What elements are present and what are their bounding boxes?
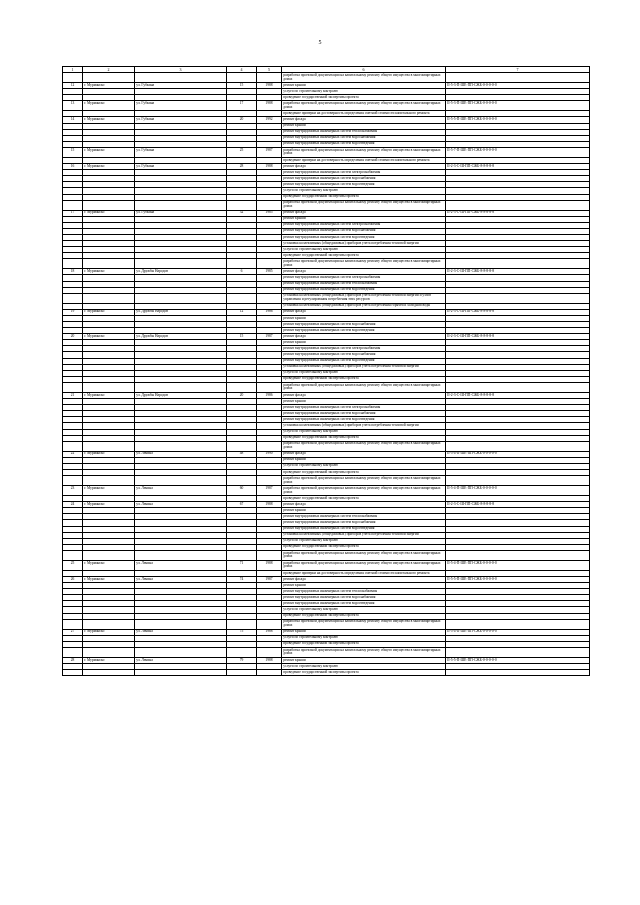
work-type-cell: разработка проектной документации на капитальному ремонту общего имущества в многоквартирных домах — [282, 560, 446, 570]
work-type-cell: проведение проверки на достоверность определения сметной стоимости капитального ремонта — [282, 111, 446, 117]
street-cell: ул. Дружбы Народов — [135, 334, 227, 340]
work-type-cell: разработка проектной документации на капитальному ремонту общего имущества в многоквартирных домах — [282, 101, 446, 111]
work-type-cell: ремонт внутридомовых инженерных систем водоснабжения — [282, 411, 446, 417]
year-cell — [257, 382, 282, 392]
street-cell: ул. Дружбы Народов — [135, 269, 227, 275]
street-cell: ул. Ленина — [135, 577, 227, 583]
row-number: 22 — [63, 451, 83, 457]
street-cell: ул. Ленина — [135, 560, 227, 570]
row-number — [63, 647, 83, 657]
year-cell: 1988 — [257, 101, 282, 111]
code-cell: II-2-3-С-Ш-ПП-СЖБ-8-8-8-8-8 — [446, 164, 590, 170]
street-cell: ул. Ленина — [135, 657, 227, 663]
table-row — [63, 147, 590, 157]
year-cell — [257, 441, 282, 451]
street-cell: ул. Ленина — [135, 451, 227, 457]
column-header: 2 — [83, 67, 135, 73]
work-type-cell: ремонт внутридомовых инженерных систем водоснабжения — [282, 595, 446, 601]
city-cell: г. Мурманско — [83, 392, 135, 398]
work-type-cell: ремонт внутридомовых инженерных систем водоотведения — [282, 234, 446, 240]
house-number-cell: 75 — [227, 629, 257, 635]
code-cell — [446, 441, 590, 451]
year-cell — [257, 647, 282, 657]
row-number — [63, 259, 83, 269]
city-cell: г. Мурманско — [83, 657, 135, 663]
work-type-cell: услуги по строительному контролю — [282, 247, 446, 253]
house-number-cell — [227, 73, 257, 83]
work-type-cell: ремонт крыши — [282, 83, 446, 89]
work-type-cell: проведение проверки на достоверность определения сметной стоимости капитального ремонта — [282, 570, 446, 576]
row-number — [63, 200, 83, 210]
year-cell — [257, 619, 282, 629]
work-type-cell: ремонт внутридомовых инженерных систем теплоснабжения — [282, 129, 446, 135]
street-cell: ул. Губкина — [135, 117, 227, 123]
work-type-cell: установка коллективных (общедомовых) приборов учета потребления тепловой энергии — [282, 423, 446, 429]
year-cell: 1987 — [257, 577, 282, 583]
work-type-cell: ремонт внутридомовых инженерных систем водоотведения — [282, 358, 446, 364]
work-type-cell: ремонт фасада — [282, 309, 446, 315]
house-number-cell — [227, 259, 257, 269]
work-type-cell: услуги по строительному контролю — [282, 429, 446, 435]
code-cell — [446, 647, 590, 657]
city-cell: г. Мурманско — [83, 560, 135, 570]
work-type-cell: разработка проектной документации на капитальному ремонту общего имущества в многоквартирных домах — [282, 259, 446, 269]
work-type-cell: разработка проектной документации на капитальному ремонту общего имущества в многоквартирных домах — [282, 476, 446, 486]
city-cell — [83, 550, 135, 560]
city-cell — [83, 647, 135, 657]
table-row — [63, 619, 590, 629]
city-cell: г. Мурманско — [83, 83, 135, 89]
year-cell: 1992 — [257, 117, 282, 123]
year-cell — [257, 259, 282, 269]
year-cell: 1988 — [257, 83, 282, 89]
city-cell: г. Мурманско — [83, 269, 135, 275]
code-cell — [446, 259, 590, 269]
work-type-cell: разработка проектной документации на капитальному ремонту общего имущества в многоквартирных домах — [282, 73, 446, 83]
row-number — [63, 382, 83, 392]
work-type-cell: ремонт внутридомовых инженерных систем водоснабжения — [282, 135, 446, 141]
work-type-cell: проведение государственной экспертизы проекта — [282, 469, 446, 475]
row-number: 15 — [63, 147, 83, 157]
work-type-cell: проведение государственной экспертизы проекта — [282, 376, 446, 382]
table-row — [63, 550, 590, 560]
year-cell — [257, 476, 282, 486]
table-row — [63, 293, 590, 303]
city-cell: г. Мурманско — [83, 210, 135, 216]
street-cell — [135, 647, 227, 657]
street-cell — [135, 200, 227, 210]
work-type-cell: ремонт внутридомовых инженерных систем электроснабжения — [282, 275, 446, 281]
street-cell — [135, 441, 227, 451]
row-number: 23 — [63, 486, 83, 496]
year-cell: 1988 — [257, 502, 282, 508]
work-type-cell: установка коллективных (общедомовых) приборов учета потребления тепловой энергии — [282, 364, 446, 370]
house-number-cell: 74 — [227, 577, 257, 583]
work-type-cell: разработка проектной документации на капитальному ремонту общего имущества в многоквартирных домах — [282, 647, 446, 657]
work-type-cell: проведение проверки на достоверность определения сметной стоимости капитального ремонта — [282, 157, 446, 163]
city-cell — [83, 670, 135, 676]
table-row — [63, 441, 590, 451]
work-type-cell: ремонт внутридомовых инженерных систем электроснабжения — [282, 346, 446, 352]
city-cell: г. Мурманско — [83, 147, 135, 157]
house-number-cell — [227, 550, 257, 560]
work-type-cell: проведение государственной экспертизы проекта — [282, 435, 446, 441]
work-type-cell: услуги по строительному контролю — [282, 370, 446, 376]
year-cell: 1988 — [257, 164, 282, 170]
code-cell — [446, 382, 590, 392]
row-number: 28 — [63, 657, 83, 663]
code-cell: II-5-4-П-ШЕ-ПП-СЖБ-0-0-0-0-0 — [446, 629, 590, 635]
column-header: 4 — [227, 67, 257, 73]
work-type-cell: ремонт фасада — [282, 210, 446, 216]
house-number-cell: 20 — [227, 392, 257, 398]
work-type-cell: ремонт внутридомовых инженерных систем водоснабжения — [282, 228, 446, 234]
work-type-cell: ремонт внутридомовых инженерных систем электроснабжения — [282, 222, 446, 228]
code-cell: II-5-5-П-ШЕ-ПП-СЖБ-0-0-0-0-0 — [446, 117, 590, 123]
street-cell — [135, 550, 227, 560]
code-cell — [446, 476, 590, 486]
city-cell — [83, 382, 135, 392]
table-body — [63, 67, 590, 676]
code-cell: II-5-5-П-ШЕ-ПП-СЖБ-0-0-0-0-0 — [446, 657, 590, 663]
work-type-cell: услуги по строительному контролю — [282, 188, 446, 194]
work-type-cell: ремонт фасада — [282, 392, 446, 398]
work-type-cell: ремонт крыши — [282, 216, 446, 222]
code-cell: II-2-3-С-Ш-ПП-СЖБ-8-8-8-8-8 — [446, 210, 590, 216]
work-type-cell: ремонт крыши — [282, 123, 446, 129]
house-number-cell: 71 — [227, 560, 257, 570]
street-cell — [135, 293, 227, 303]
city-cell: г. Мурманско — [83, 334, 135, 340]
table-row — [63, 200, 590, 210]
house-number-cell — [227, 293, 257, 303]
work-type-cell: проведение государственной экспертизы проекта — [282, 194, 446, 200]
row-number — [63, 476, 83, 486]
year-cell: 1988 — [257, 629, 282, 635]
row-number: 17 — [63, 210, 83, 216]
year-cell: 1987 — [257, 147, 282, 157]
street-cell: ул. Губкина — [135, 83, 227, 89]
work-type-cell: проведение государственной экспертизы проекта — [282, 613, 446, 619]
table-row — [63, 647, 590, 657]
house-number-cell: 32 — [227, 210, 257, 216]
row-number: 27 — [63, 629, 83, 635]
code-cell — [446, 550, 590, 560]
city-cell — [83, 476, 135, 486]
work-type-cell: ремонт фасада — [282, 451, 446, 457]
city-cell: г. Мурманско — [83, 502, 135, 508]
year-cell: 1985 — [257, 210, 282, 216]
work-type-cell: разработка проектной документации на капитальному ремонту общего имущества в многоквартирных домах — [282, 619, 446, 629]
code-cell: II-5-4-П-ШЕ-ПП-СЖБ-0-0-0-0-0 — [446, 486, 590, 496]
city-cell — [83, 200, 135, 210]
city-cell: г. Мурманско — [83, 486, 135, 496]
work-type-cell: ремонт внутридомовых инженерных систем водоотведения — [282, 182, 446, 188]
table-row — [63, 670, 590, 676]
work-type-cell: ремонт внутридомовых инженерных систем водоотведения — [282, 417, 446, 423]
code-cell — [446, 293, 590, 303]
work-type-cell: ремонт внутридомовых инженерных систем теплоснабжения — [282, 589, 446, 595]
house-number-cell: 15 — [227, 83, 257, 89]
house-number-cell: 79 — [227, 657, 257, 663]
street-cell: ул. Губкина — [135, 147, 227, 157]
house-number-cell — [227, 200, 257, 210]
year-cell: 1985 — [257, 269, 282, 275]
work-type-cell: ремонт внутридомовых инженерных систем водоснабжения — [282, 520, 446, 526]
code-cell: II-5-4-П-ШЕ-ПП-СЖБ-0-0-0-0-0 — [446, 560, 590, 570]
work-type-cell: разработка проектной документации на капитальному ремонту общего имущества в многоквартирных домах — [282, 200, 446, 210]
row-number — [63, 550, 83, 560]
row-number: 20 — [63, 334, 83, 340]
code-cell: II-2-3-С-Ш-ПП-СЖБ-8-8-8-8-8 — [446, 309, 590, 315]
table-row — [63, 486, 590, 496]
code-cell — [446, 619, 590, 629]
year-cell — [257, 200, 282, 210]
street-cell: ул. Ленина — [135, 486, 227, 496]
code-cell: II-2-3-С-Ш-ПП-СЖБ-8-8-8-8-8 — [446, 334, 590, 340]
code-cell: II-2-3-С-Ш-ПП-СЖБ-8-8-8-8-8 — [446, 269, 590, 275]
work-type-cell: проведение государственной экспертизы проекта — [282, 670, 446, 676]
work-type-cell: ремонт фасада — [282, 502, 446, 508]
work-type-cell: проведение государственной экспертизы проекта — [282, 544, 446, 550]
table-row — [63, 382, 590, 392]
city-cell — [83, 293, 135, 303]
city-cell: г. Мурманско — [83, 164, 135, 170]
house-number-cell: 17 — [227, 101, 257, 111]
work-type-cell: ремонт фасада — [282, 577, 446, 583]
street-cell: ул. Ленина — [135, 629, 227, 635]
house-number-cell: 28 — [227, 164, 257, 170]
row-number: 16 — [63, 164, 83, 170]
row-number: 26 — [63, 577, 83, 583]
work-type-cell: ремонт внутридомовых инженерных систем водоснабжения — [282, 322, 446, 328]
work-type-cell: ремонт крыши — [282, 583, 446, 589]
house-number-cell — [227, 382, 257, 392]
code-cell: II-5-7-П-ШЕ-ПП-СЖБ-0-0-0-0-0 — [446, 147, 590, 157]
code-cell — [446, 200, 590, 210]
work-type-cell: ремонт крыши — [282, 657, 446, 663]
work-type-cell: ремонт внутридомовых инженерных систем водоснабжения — [282, 352, 446, 358]
work-type-cell: ремонт внутридомовых инженерных систем теплоснабжения — [282, 514, 446, 520]
city-cell — [83, 259, 135, 269]
work-type-cell: услуги по строительному контролю — [282, 607, 446, 613]
work-type-cell: разработка проектной документации на капитальному ремонту общего имущества в многоквартирных домах — [282, 147, 446, 157]
year-cell: 1988 — [257, 560, 282, 570]
code-cell: II-2-3-С-Ш-ПП-СЖБ-8-8-8-8-8 — [446, 502, 590, 508]
work-type-cell: услуги по строительному контролю — [282, 538, 446, 544]
street-cell: ул. Дружбы Народов — [135, 392, 227, 398]
street-cell — [135, 382, 227, 392]
work-type-cell: разработка проектной документации на капитальному ремонту общего имущества в многоквартирных домах — [282, 441, 446, 451]
work-type-cell: ремонт фасада — [282, 334, 446, 340]
column-header: 7 — [446, 67, 590, 73]
code-cell — [446, 73, 590, 83]
house-number-cell — [227, 441, 257, 451]
work-type-cell: установка коллективных (общедомовых) приборов учета потребления тепловой энергии и узлов управления и регулирования потребления этих ресурсов — [282, 293, 446, 303]
work-type-cell: ремонт внутридомовых инженерных систем водоотведения — [282, 328, 446, 334]
work-type-cell: проведение государственной экспертизы проекта — [282, 253, 446, 259]
work-type-cell: ремонт крыши — [282, 629, 446, 635]
table-row — [63, 259, 590, 269]
street-cell — [135, 619, 227, 629]
city-cell: г. Мурманско — [83, 629, 135, 635]
work-type-cell: ремонт внутридомовых инженерных систем водоотведения — [282, 287, 446, 293]
house-number-cell — [227, 476, 257, 486]
street-cell: ул. Дружбы Народов — [135, 309, 227, 315]
row-number — [63, 73, 83, 83]
column-header: 1 — [63, 67, 83, 73]
column-header: 6 — [282, 67, 446, 73]
street-cell: ул. Губкина — [135, 210, 227, 216]
city-cell: г. Мурманско — [83, 309, 135, 315]
city-cell: г. Мурманско — [83, 101, 135, 111]
house-number-cell — [227, 619, 257, 629]
code-cell — [446, 670, 590, 676]
work-type-cell: установка коллективных (общедомовых) приборов учета потребления горячей и холодной воды — [282, 303, 446, 309]
city-cell — [83, 441, 135, 451]
work-type-cell: ремонт крыши — [282, 508, 446, 514]
code-cell: II-5-3-П-ШЕ-ПП-СЖБ-0-0-0-0-0 — [446, 101, 590, 111]
work-type-cell: проведение государственной экспертизы проекта — [282, 641, 446, 647]
house-number-cell — [227, 670, 257, 676]
row-number: 12 — [63, 83, 83, 89]
column-header: 3 — [135, 67, 227, 73]
city-cell: г. Мурманско — [83, 117, 135, 123]
street-cell — [135, 476, 227, 486]
column-header: 5 — [257, 67, 282, 73]
year-cell — [257, 550, 282, 560]
street-cell: ул. Ленина — [135, 502, 227, 508]
table-row — [63, 476, 590, 486]
street-cell — [135, 259, 227, 269]
city-cell: г. Мурманско — [83, 451, 135, 457]
city-cell — [83, 619, 135, 629]
year-cell: 1987 — [257, 334, 282, 340]
work-type-cell: установка коллективных (общедомовых) приборов учета потребления тепловой энергии — [282, 241, 446, 247]
year-cell: 1986 — [257, 392, 282, 398]
work-type-cell: ремонт внутридомовых инженерных систем электроснабжения — [282, 170, 446, 176]
house-number-cell: 12 — [227, 309, 257, 315]
work-type-cell: ремонт внутридомовых инженерных систем электроснабжения — [282, 405, 446, 411]
work-type-cell: установка коллективных (общедомовых) приборов учета потребления тепловой энергии — [282, 532, 446, 538]
work-type-cell: ремонт внутридомовых инженерных систем водоснабжения — [282, 176, 446, 182]
house-number-cell: 25 — [227, 147, 257, 157]
work-type-cell: ремонт фасада — [282, 164, 446, 170]
year-cell — [257, 293, 282, 303]
street-cell: ул. Губкина — [135, 101, 227, 111]
street-cell — [135, 670, 227, 676]
code-cell: II-2-3-С-Ш-ПП-СЖБ-8-8-8-8-8 — [446, 392, 590, 398]
work-type-cell: проведение государственной экспертизы проекта — [282, 496, 446, 502]
work-type-cell: разработка проектной документации на капитальному ремонту общего имущества в многоквартирных домах — [282, 382, 446, 392]
year-cell: 1986 — [257, 309, 282, 315]
table-row — [63, 73, 590, 83]
row-number — [63, 441, 83, 451]
year-cell: 1987 — [257, 486, 282, 496]
row-number: 18 — [63, 269, 83, 275]
house-number-cell: 48 — [227, 451, 257, 457]
work-type-cell: ремонт крыши — [282, 340, 446, 346]
table-row — [63, 560, 590, 570]
street-cell: ул. Губкина — [135, 164, 227, 170]
repair-table — [62, 66, 590, 676]
row-number: 25 — [63, 560, 83, 570]
work-type-cell: ремонт фасада — [282, 117, 446, 123]
work-type-cell: услуги по строительному контролю — [282, 463, 446, 469]
house-number-cell: 20 — [227, 117, 257, 123]
year-cell: 1988 — [257, 657, 282, 663]
house-number-cell: 6 — [227, 269, 257, 275]
house-number-cell: 67 — [227, 502, 257, 508]
work-type-cell: проведение государственной экспертизы проекта — [282, 95, 446, 101]
year-cell — [257, 73, 282, 83]
work-type-cell: ремонт внутридомовых инженерных систем водоотведения — [282, 141, 446, 147]
year-cell — [257, 670, 282, 676]
row-number — [63, 293, 83, 303]
work-type-cell: ремонт крыши — [282, 399, 446, 405]
code-cell: II-5-5-П-ШЕ-ПП-СЖБ-0-0-0-0-0 — [446, 577, 590, 583]
row-number: 14 — [63, 117, 83, 123]
work-type-cell: ремонт внутридомовых инженерных систем водоотведения — [282, 526, 446, 532]
work-type-cell: ремонт крыши — [282, 457, 446, 463]
street-cell — [135, 73, 227, 83]
work-type-cell: ремонт внутридомовых инженерных систем водоотведения — [282, 601, 446, 607]
row-number: 21 — [63, 392, 83, 398]
work-type-cell: услуги по строительному контролю — [282, 664, 446, 670]
work-type-cell: ремонт внутридомовых инженерных систем теплоснабжения — [282, 281, 446, 287]
house-number-cell: 60 — [227, 486, 257, 496]
work-type-cell: разработка проектной документации на капитальному ремонту общего имущества в многоквартирных домах — [282, 550, 446, 560]
page-number: 5 — [318, 40, 322, 46]
year-cell: 1990 — [257, 451, 282, 457]
row-number: 24 — [63, 502, 83, 508]
work-type-cell: услуги по строительному контролю — [282, 89, 446, 95]
house-number-cell: 15 — [227, 334, 257, 340]
row-number: 13 — [63, 101, 83, 111]
row-number — [63, 670, 83, 676]
city-cell — [83, 73, 135, 83]
row-number — [63, 619, 83, 629]
work-type-cell: услуги по строительному контролю — [282, 635, 446, 641]
city-cell: г. Мурманско — [83, 577, 135, 583]
work-type-cell: разработка проектной документации на капитальному ремонту общего имущества в многоквартирных домах — [282, 486, 446, 496]
work-type-cell: ремонт фасада — [282, 269, 446, 275]
house-number-cell — [227, 647, 257, 657]
work-type-cell: ремонт крыши — [282, 315, 446, 321]
row-number: 19 — [63, 309, 83, 315]
code-cell: II-5-3-П-ШЕ-ПП-СЖБ-0-0-0-0-0 — [446, 83, 590, 89]
table-row — [63, 101, 590, 111]
code-cell: II-5-4-П-ШЕ-ПП-СЖБ-0-0-0-0-0 — [446, 451, 590, 457]
